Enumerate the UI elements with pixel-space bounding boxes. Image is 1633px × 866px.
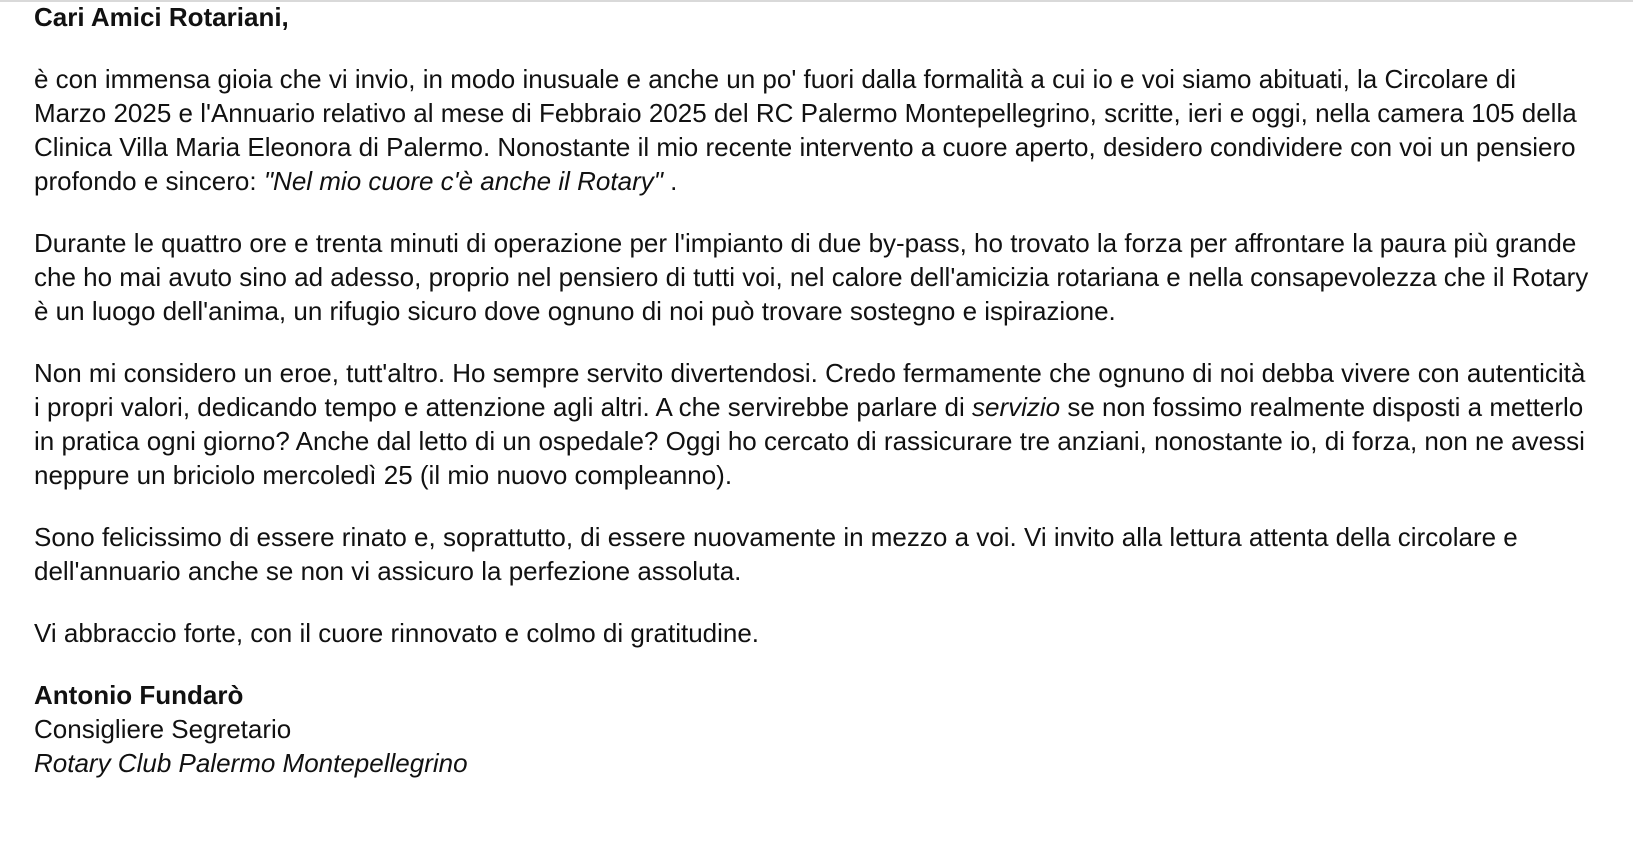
paragraph-intro-end: .: [662, 166, 678, 196]
paragraph-reborn: Sono felicissimo di essere rinato e, soprattutto, di essere nuovamente in mezzo a voi. Vi invito alla lettura attenta della circolare e dell'annuario anche se non vi assicuro la perfezione assoluta.: [34, 522, 1518, 586]
rotary-quote: "Nel mio cuore c'è anche il Rotary": [263, 166, 663, 196]
letter-body: [34, 0, 1594, 780]
paragraph-surgery: Durante le quattro ore e trenta minuti di operazione per l'impianto di due by-pass, ho trovato la forza per affrontare la paura più grande che ho mai avuto sino ad adesso, proprio nel pensiero di tutti voi, nel calore dell'amicizia rotariana e nella consapevolezza che il Rotary è un luogo dell'anima, un rifugio sicuro dove ognuno di noi può trovare sostegno e ispirazione.: [34, 228, 1589, 326]
signature-name: Antonio Fundarò: [34, 680, 244, 710]
letter-greeting: Cari Amici Rotariani,: [34, 2, 289, 32]
paragraph-closing: Vi abbraccio forte, con il cuore rinnovato e colmo di gratitudine.: [34, 618, 760, 648]
service-emphasis: servizio: [971, 392, 1061, 422]
signature-role: Consigliere Segretario: [34, 714, 292, 744]
paragraph-service-after: se non fossimo realmente disposti a metterlo in pratica ogni giorno? Anche dal letto di un ospedale? Oggi ho cercato di rassicurare tre anziani, nonostante io, di forza, non ne avessi neppure un briciolo mercoledì 25 (il mio nuovo compleanno).: [34, 392, 1585, 490]
signature-block: [34, 678, 1594, 780]
paragraph-intro-text: è con immensa gioia che vi invio, in modo inusuale e anche un po' fuori dalla formalità a cui io e voi siamo abituati, la Circolare di Marzo 2025 e l'Annuario relativo al mese di Febbraio 2025 del RC Palermo Montepellegrino, scritte, ieri e oggi, nella camera 105 della Clinica Villa Maria Eleonora di Palermo. Nonostante il mio recente intervento a cuore aperto, desidero condividere con voi un pensiero profondo e sincero:: [34, 64, 1577, 196]
signature-club: Rotary Club Palermo Montepellegrino: [34, 748, 468, 778]
paragraph-service: [34, 356, 1594, 492]
paragraph-service-before: Non mi considero un eroe, tutt'altro. Ho sempre servito divertendosi. Credo fermamente che ognuno di noi debba vivere con autenticità i propri valori, dedicando tempo e attenzione agli altri. A che servirebbe parlare di: [34, 358, 1586, 422]
paragraph-intro: [34, 62, 1594, 198]
